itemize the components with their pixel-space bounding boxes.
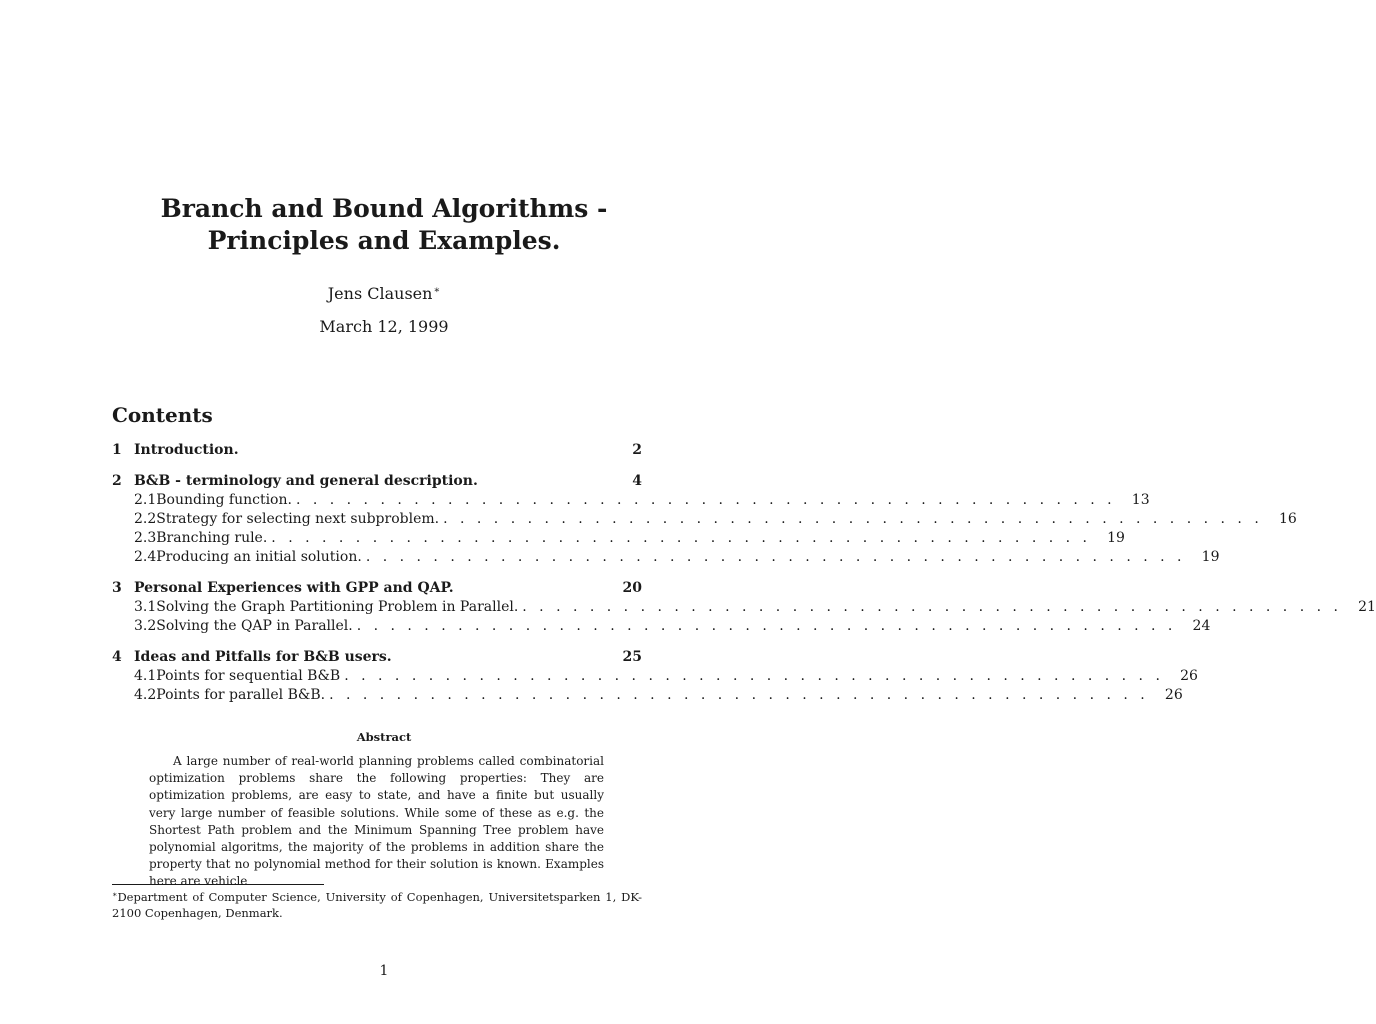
toc-dot-leader: . . . . . . . . . . . . . . . . . . . . . . . . . . . . . . . . . . . . . . . . . . . . . . . . . (365, 549, 1186, 565)
paper-title (0, 193, 768, 257)
toc-entry-page: 13 (1131, 492, 1150, 508)
abstract-heading: Abstract (356, 730, 412, 744)
toc-entry-number: 2.4 (134, 549, 157, 565)
toc-entry-page: 26 (1180, 668, 1198, 684)
page-number: 1 (379, 963, 389, 979)
toc-entry-title: B&B - terminology and general description. (134, 473, 478, 489)
toc-entry-page: 20 (622, 580, 642, 596)
toc-dot-leader: . . . . . . . . . . . . . . . . . . . . . . . . . . . . . . . . . . . . . . . . . . . . . . . . . (271, 530, 1091, 546)
footnote (112, 887, 642, 921)
toc-dot-leader: . . . . . . . . . . . . . . . . . . . . . . . . . . . . . . . . . . . . . . . . . . . . . . . . . (295, 492, 1116, 508)
author-name: Jens Clausen (327, 284, 433, 303)
toc-dot-leader: . . . . . . . . . . . . . . . . . . . . . . . . . . . . . . . . . . . . . . . . . . . . . . . . . (329, 687, 1149, 703)
footnote-text: Department of Computer Science, University of Copenhagen, Universitetsparken 1, DK-2100 Copenhagen, Denmark. (112, 890, 642, 920)
toc-entry-subsection[interactable] (112, 598, 1376, 617)
toc-entry-title: Solving the Graph Partitioning Problem in Parallel. (156, 599, 519, 615)
toc-entry-section[interactable] (112, 441, 642, 460)
toc-entry-subsection[interactable] (112, 510, 1297, 529)
toc-section (112, 648, 1198, 705)
toc-entry-page: 25 (622, 649, 642, 665)
toc-entry-title: Personal Experiences with GPP and QAP. (134, 580, 454, 596)
toc-entry-title: Ideas and Pitfalls for B&B users. (134, 649, 392, 665)
toc-entry-subsection[interactable] (112, 548, 1220, 567)
toc-section (112, 472, 1297, 567)
toc-entry-title: Strategy for selecting next subproblem. (156, 511, 440, 527)
toc-entry-number: 3 (112, 580, 122, 596)
author-footnote-mark: ∗ (433, 285, 441, 296)
toc-entry-number: 4.1 (134, 668, 157, 684)
toc-entry-subsection[interactable] (112, 617, 1211, 636)
toc-entry-title: Points for sequential B&B (156, 668, 341, 684)
toc-entry-number: 2.1 (134, 492, 157, 508)
toc-entry-number: 2.3 (134, 530, 157, 546)
toc-entry-section[interactable] (112, 648, 642, 667)
toc-dot-leader: . . . . . . . . . . . . . . . . . . . . . . . . . . . . . . . . . . . . . . . . . . . . . . . . . (356, 618, 1177, 634)
toc-entry-page: 16 (1278, 511, 1297, 527)
toc-entry-section[interactable] (112, 579, 642, 598)
toc-entry-number: 2 (112, 473, 122, 489)
toc-section (112, 579, 1376, 636)
toc-entry-page: 19 (1107, 530, 1125, 546)
toc-entry-number: 4 (112, 649, 122, 665)
toc-entry-title: Introduction. (134, 442, 239, 458)
toc-entry-title: Bounding function. (156, 492, 292, 508)
toc-entry-number: 3.2 (134, 618, 157, 634)
toc-dot-leader: . . . . . . . . . . . . . . . . . . . . . . . . . . . . . . . . . . . . . . . . . . . . . . . . . (522, 599, 1342, 615)
toc-entry-page: 24 (1192, 618, 1211, 634)
paper-date: March 12, 1999 (319, 317, 449, 336)
toc-entry-page: 2 (632, 442, 642, 458)
title-line-1: Branch and Bound Algorithms - (160, 194, 608, 223)
toc-entry-subsection[interactable] (112, 529, 1125, 548)
toc-entry-page: 26 (1164, 687, 1183, 703)
toc-entry-subsection[interactable] (112, 491, 1150, 510)
toc-dot-leader: . . . . . . . . . . . . . . . . . . . . . . . . . . . . . . . . . . . . . . . . . . . . . . . . . (344, 668, 1164, 684)
toc-entry-section[interactable] (112, 472, 642, 491)
toc-entry-number: 3.1 (134, 599, 157, 615)
footnote-rule (112, 884, 324, 885)
toc-entry-page: 4 (632, 473, 642, 489)
toc-entry-subsection[interactable] (112, 667, 1198, 686)
toc-entry-title: Points for parallel B&B. (156, 687, 326, 703)
toc-entry-number: 1 (112, 442, 122, 458)
toc-entry-page: 21 (1358, 599, 1376, 615)
toc-entry-title: Producing an initial solution. (156, 549, 362, 565)
toc-entry-title: Branching rule. (156, 530, 268, 546)
table-of-contents (112, 441, 1376, 717)
toc-entry-title: Solving the QAP in Parallel. (156, 618, 353, 634)
title-line-2: Principles and Examples. (207, 226, 561, 255)
author-line (0, 281, 768, 304)
toc-dot-leader: . . . . . . . . . . . . . . . . . . . . . . . . . . . . . . . . . . . . . . . . . . . . . . . . . (443, 511, 1263, 527)
toc-entry-number: 4.2 (134, 687, 157, 703)
toc-section (112, 441, 642, 460)
abstract-body: A large number of real-world planning problems called combinatorial optimization problems share the following properties: They are optimization problems, are easy to state, and have a finite but usually very large number of feasible solutions. While some of these as e.g. the Shortest Path problem and the Minimum Spanning Tree problem have polynomial algoritms, the majority of the problems in addition share the property that no polynomial method for their solution is known. Examples here are vehicle (149, 754, 604, 889)
footnote-mark: ∗ (112, 890, 118, 899)
contents-heading: Contents (112, 403, 213, 427)
toc-entry-subsection[interactable] (112, 686, 1183, 705)
toc-entry-page: 19 (1201, 549, 1220, 565)
toc-entry-number: 2.2 (134, 511, 157, 527)
